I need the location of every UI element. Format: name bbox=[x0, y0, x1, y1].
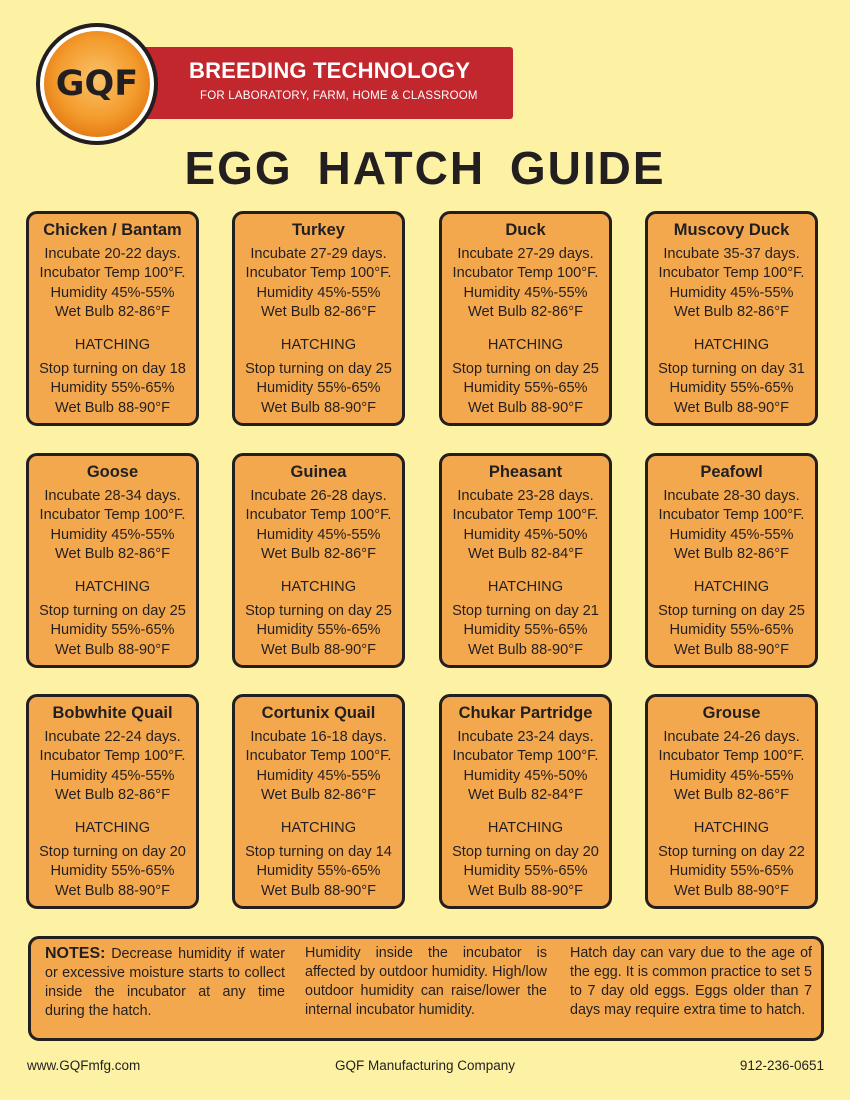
hatch-wet-bulb-text: Wet Bulb 88-90°F bbox=[673, 641, 790, 658]
hatching-heading: HATCHING bbox=[487, 820, 564, 837]
note-text-2: Humidity inside the incubator is affected by outdoor humidity. High/low outdoor humidity can raise/lower the internal incubator humidity. bbox=[305, 945, 547, 1018]
card-species-name: Peafowl bbox=[700, 463, 763, 481]
hatch-humidity-text: Humidity 55%-65% bbox=[256, 863, 381, 880]
hatch-card bbox=[26, 211, 199, 426]
wet-bulb-text: Wet Bulb 82-86°F bbox=[673, 786, 790, 803]
humidity-text: Humidity 45%-55% bbox=[669, 526, 794, 543]
hatch-wet-bulb-text: Wet Bulb 88-90°F bbox=[54, 399, 171, 416]
humidity-text: Humidity 45%-55% bbox=[50, 284, 175, 301]
hatch-wet-bulb-text: Wet Bulb 88-90°F bbox=[54, 641, 171, 658]
incubator-temp-text: Incubator Temp 100°F. bbox=[452, 507, 599, 524]
incubator-temp-text: Incubator Temp 100°F. bbox=[452, 748, 599, 765]
incubator-temp-text: Incubator Temp 100°F. bbox=[658, 265, 805, 282]
hatch-card bbox=[439, 453, 612, 668]
stop-turning-text: Stop turning on day 14 bbox=[245, 844, 392, 861]
stop-turning-text: Stop turning on day 20 bbox=[39, 844, 186, 861]
incubator-temp-text: Incubator Temp 100°F. bbox=[658, 507, 805, 524]
note-column-1 bbox=[45, 944, 285, 1021]
logo-text: GQF bbox=[55, 64, 139, 104]
note-text-1: Decrease humidity if water or excessive moisture starts to collect inside the incubator at any time during the hatch. bbox=[45, 946, 285, 1019]
card-species-name: Cortunix Quail bbox=[261, 704, 376, 722]
humidity-text: Humidity 45%-55% bbox=[50, 526, 175, 543]
footer-phone: 912-236-0651 bbox=[739, 1058, 824, 1073]
hatch-wet-bulb-text: Wet Bulb 88-90°F bbox=[260, 641, 377, 658]
hatching-heading: HATCHING bbox=[74, 337, 151, 354]
wet-bulb-text: Wet Bulb 82-86°F bbox=[673, 303, 790, 320]
hatch-card bbox=[232, 453, 405, 668]
note-column-3 bbox=[570, 944, 812, 1020]
hatch-humidity-text: Humidity 55%-65% bbox=[669, 863, 794, 880]
card-species-name: Goose bbox=[86, 463, 139, 481]
card-species-name: Duck bbox=[505, 221, 546, 239]
wet-bulb-text: Wet Bulb 82-86°F bbox=[54, 786, 171, 803]
incubate-text: Incubate 28-34 days. bbox=[44, 488, 181, 504]
hatch-card bbox=[645, 694, 818, 909]
incubator-temp-text: Incubator Temp 100°F. bbox=[245, 748, 392, 765]
hatching-heading: HATCHING bbox=[280, 579, 357, 596]
incubator-temp-text: Incubator Temp 100°F. bbox=[39, 748, 186, 765]
card-species-name: Guinea bbox=[290, 463, 347, 481]
hatch-wet-bulb-text: Wet Bulb 88-90°F bbox=[260, 399, 377, 416]
incubate-text: Incubate 20-22 days. bbox=[44, 246, 181, 262]
hatch-humidity-text: Humidity 55%-65% bbox=[256, 380, 381, 397]
notes-label: NOTES: bbox=[45, 945, 106, 962]
hatch-wet-bulb-text: Wet Bulb 88-90°F bbox=[673, 882, 790, 899]
hatch-card bbox=[26, 453, 199, 668]
hatch-humidity-text: Humidity 55%-65% bbox=[463, 622, 588, 639]
stop-turning-text: Stop turning on day 18 bbox=[39, 361, 186, 378]
hatch-humidity-text: Humidity 55%-65% bbox=[463, 380, 588, 397]
stop-turning-text: Stop turning on day 21 bbox=[452, 603, 599, 620]
wet-bulb-text: Wet Bulb 82-86°F bbox=[260, 545, 377, 562]
hatch-wet-bulb-text: Wet Bulb 88-90°F bbox=[467, 641, 584, 658]
hatch-humidity-text: Humidity 55%-65% bbox=[256, 622, 381, 639]
card-species-name: Pheasant bbox=[488, 463, 563, 481]
hatch-card bbox=[26, 694, 199, 909]
card-species-name: Bobwhite Quail bbox=[52, 704, 173, 722]
humidity-text: Humidity 45%-55% bbox=[50, 767, 175, 784]
incubator-temp-text: Incubator Temp 100°F. bbox=[39, 265, 186, 282]
card-species-name: Chukar Partridge bbox=[458, 704, 593, 722]
wet-bulb-text: Wet Bulb 82-86°F bbox=[673, 545, 790, 562]
hatch-humidity-text: Humidity 55%-65% bbox=[669, 380, 794, 397]
hatch-card bbox=[232, 211, 405, 426]
hatch-humidity-text: Humidity 55%-65% bbox=[50, 863, 175, 880]
humidity-text: Humidity 45%-55% bbox=[256, 284, 381, 301]
humidity-text: Humidity 45%-55% bbox=[256, 767, 381, 784]
card-species-name: Grouse bbox=[702, 704, 761, 722]
stop-turning-text: Stop turning on day 25 bbox=[245, 361, 392, 378]
hatch-wet-bulb-text: Wet Bulb 88-90°F bbox=[673, 399, 790, 416]
stop-turning-text: Stop turning on day 31 bbox=[658, 361, 805, 378]
card-species-name: Turkey bbox=[292, 221, 345, 239]
incubator-temp-text: Incubator Temp 100°F. bbox=[452, 265, 599, 282]
stop-turning-text: Stop turning on day 25 bbox=[452, 361, 599, 378]
hatching-heading: HATCHING bbox=[693, 337, 770, 354]
hatching-heading: HATCHING bbox=[693, 579, 770, 596]
incubate-text: Incubate 28-30 days. bbox=[663, 488, 800, 504]
humidity-text: Humidity 45%-55% bbox=[669, 284, 794, 301]
hatch-wet-bulb-text: Wet Bulb 88-90°F bbox=[260, 882, 377, 899]
hatch-wet-bulb-text: Wet Bulb 88-90°F bbox=[54, 882, 171, 899]
hatch-wet-bulb-text: Wet Bulb 88-90°F bbox=[467, 882, 584, 899]
humidity-text: Humidity 45%-50% bbox=[463, 526, 588, 543]
gqf-logo-icon bbox=[34, 21, 160, 147]
incubate-text: Incubate 27-29 days. bbox=[457, 246, 594, 262]
stop-turning-text: Stop turning on day 20 bbox=[452, 844, 599, 861]
hatching-heading: HATCHING bbox=[280, 820, 357, 837]
hatch-humidity-text: Humidity 55%-65% bbox=[669, 622, 794, 639]
hatch-humidity-text: Humidity 55%-65% bbox=[463, 863, 588, 880]
page-title: EGG HATCH GUIDE bbox=[184, 142, 666, 194]
incubate-text: Incubate 35-37 days. bbox=[663, 246, 800, 262]
footer-website: www.GQFmfg.com bbox=[27, 1058, 141, 1073]
incubator-temp-text: Incubator Temp 100°F. bbox=[39, 507, 186, 524]
wet-bulb-text: Wet Bulb 82-86°F bbox=[260, 786, 377, 803]
hatching-heading: HATCHING bbox=[74, 579, 151, 596]
incubate-text: Incubate 27-29 days. bbox=[250, 246, 387, 262]
incubate-text: Incubate 23-28 days. bbox=[457, 488, 594, 504]
wet-bulb-text: Wet Bulb 82-86°F bbox=[54, 545, 171, 562]
hatching-heading: HATCHING bbox=[693, 820, 770, 837]
wet-bulb-text: Wet Bulb 82-84°F bbox=[467, 786, 584, 803]
hatching-heading: HATCHING bbox=[487, 337, 564, 354]
hatch-card bbox=[439, 211, 612, 426]
humidity-text: Humidity 45%-55% bbox=[463, 284, 588, 301]
incubator-temp-text: Incubator Temp 100°F. bbox=[245, 507, 392, 524]
humidity-text: Humidity 45%-55% bbox=[669, 767, 794, 784]
incubator-temp-text: Incubator Temp 100°F. bbox=[245, 265, 392, 282]
hatch-card bbox=[645, 453, 818, 668]
hatching-heading: HATCHING bbox=[280, 337, 357, 354]
wet-bulb-text: Wet Bulb 82-86°F bbox=[54, 303, 171, 320]
hatch-card bbox=[439, 694, 612, 909]
wet-bulb-text: Wet Bulb 82-86°F bbox=[467, 303, 584, 320]
humidity-text: Humidity 45%-55% bbox=[256, 526, 381, 543]
notes-box bbox=[28, 936, 824, 1041]
note-column-2 bbox=[305, 944, 547, 1020]
wet-bulb-text: Wet Bulb 82-86°F bbox=[260, 303, 377, 320]
card-species-name: Muscovy Duck bbox=[673, 221, 790, 239]
hatch-humidity-text: Humidity 55%-65% bbox=[50, 380, 175, 397]
stop-turning-text: Stop turning on day 22 bbox=[658, 844, 805, 861]
incubator-temp-text: Incubator Temp 100°F. bbox=[658, 748, 805, 765]
stop-turning-text: Stop turning on day 25 bbox=[658, 603, 805, 620]
stop-turning-text: Stop turning on day 25 bbox=[245, 603, 392, 620]
humidity-text: Humidity 45%-50% bbox=[463, 767, 588, 784]
banner-subtitle: FOR LABORATORY, FARM, HOME & CLASSROOM bbox=[200, 90, 478, 102]
incubate-text: Incubate 24-26 days. bbox=[663, 729, 800, 745]
banner-title: BREEDING TECHNOLOGY bbox=[189, 58, 471, 83]
incubate-text: Incubate 22-24 days. bbox=[44, 729, 181, 745]
hatching-heading: HATCHING bbox=[487, 579, 564, 596]
hatch-humidity-text: Humidity 55%-65% bbox=[50, 622, 175, 639]
incubate-text: Incubate 26-28 days. bbox=[250, 488, 387, 504]
hatch-card bbox=[232, 694, 405, 909]
incubate-text: Incubate 16-18 days. bbox=[250, 729, 387, 745]
stop-turning-text: Stop turning on day 25 bbox=[39, 603, 186, 620]
footer-company: GQF Manufacturing Company bbox=[334, 1058, 516, 1073]
incubate-text: Incubate 23-24 days. bbox=[457, 729, 594, 745]
card-species-name: Chicken / Bantam bbox=[43, 221, 182, 239]
wet-bulb-text: Wet Bulb 82-84°F bbox=[467, 545, 584, 562]
note-text-3: Hatch day can vary due to the age of the egg. It is common practice to set 5 to 7 day old eggs. Eggs older than 7 days may require extra time to hatch. bbox=[570, 945, 812, 1018]
hatch-card bbox=[645, 211, 818, 426]
hatching-heading: HATCHING bbox=[74, 820, 151, 837]
hatch-wet-bulb-text: Wet Bulb 88-90°F bbox=[467, 399, 584, 416]
